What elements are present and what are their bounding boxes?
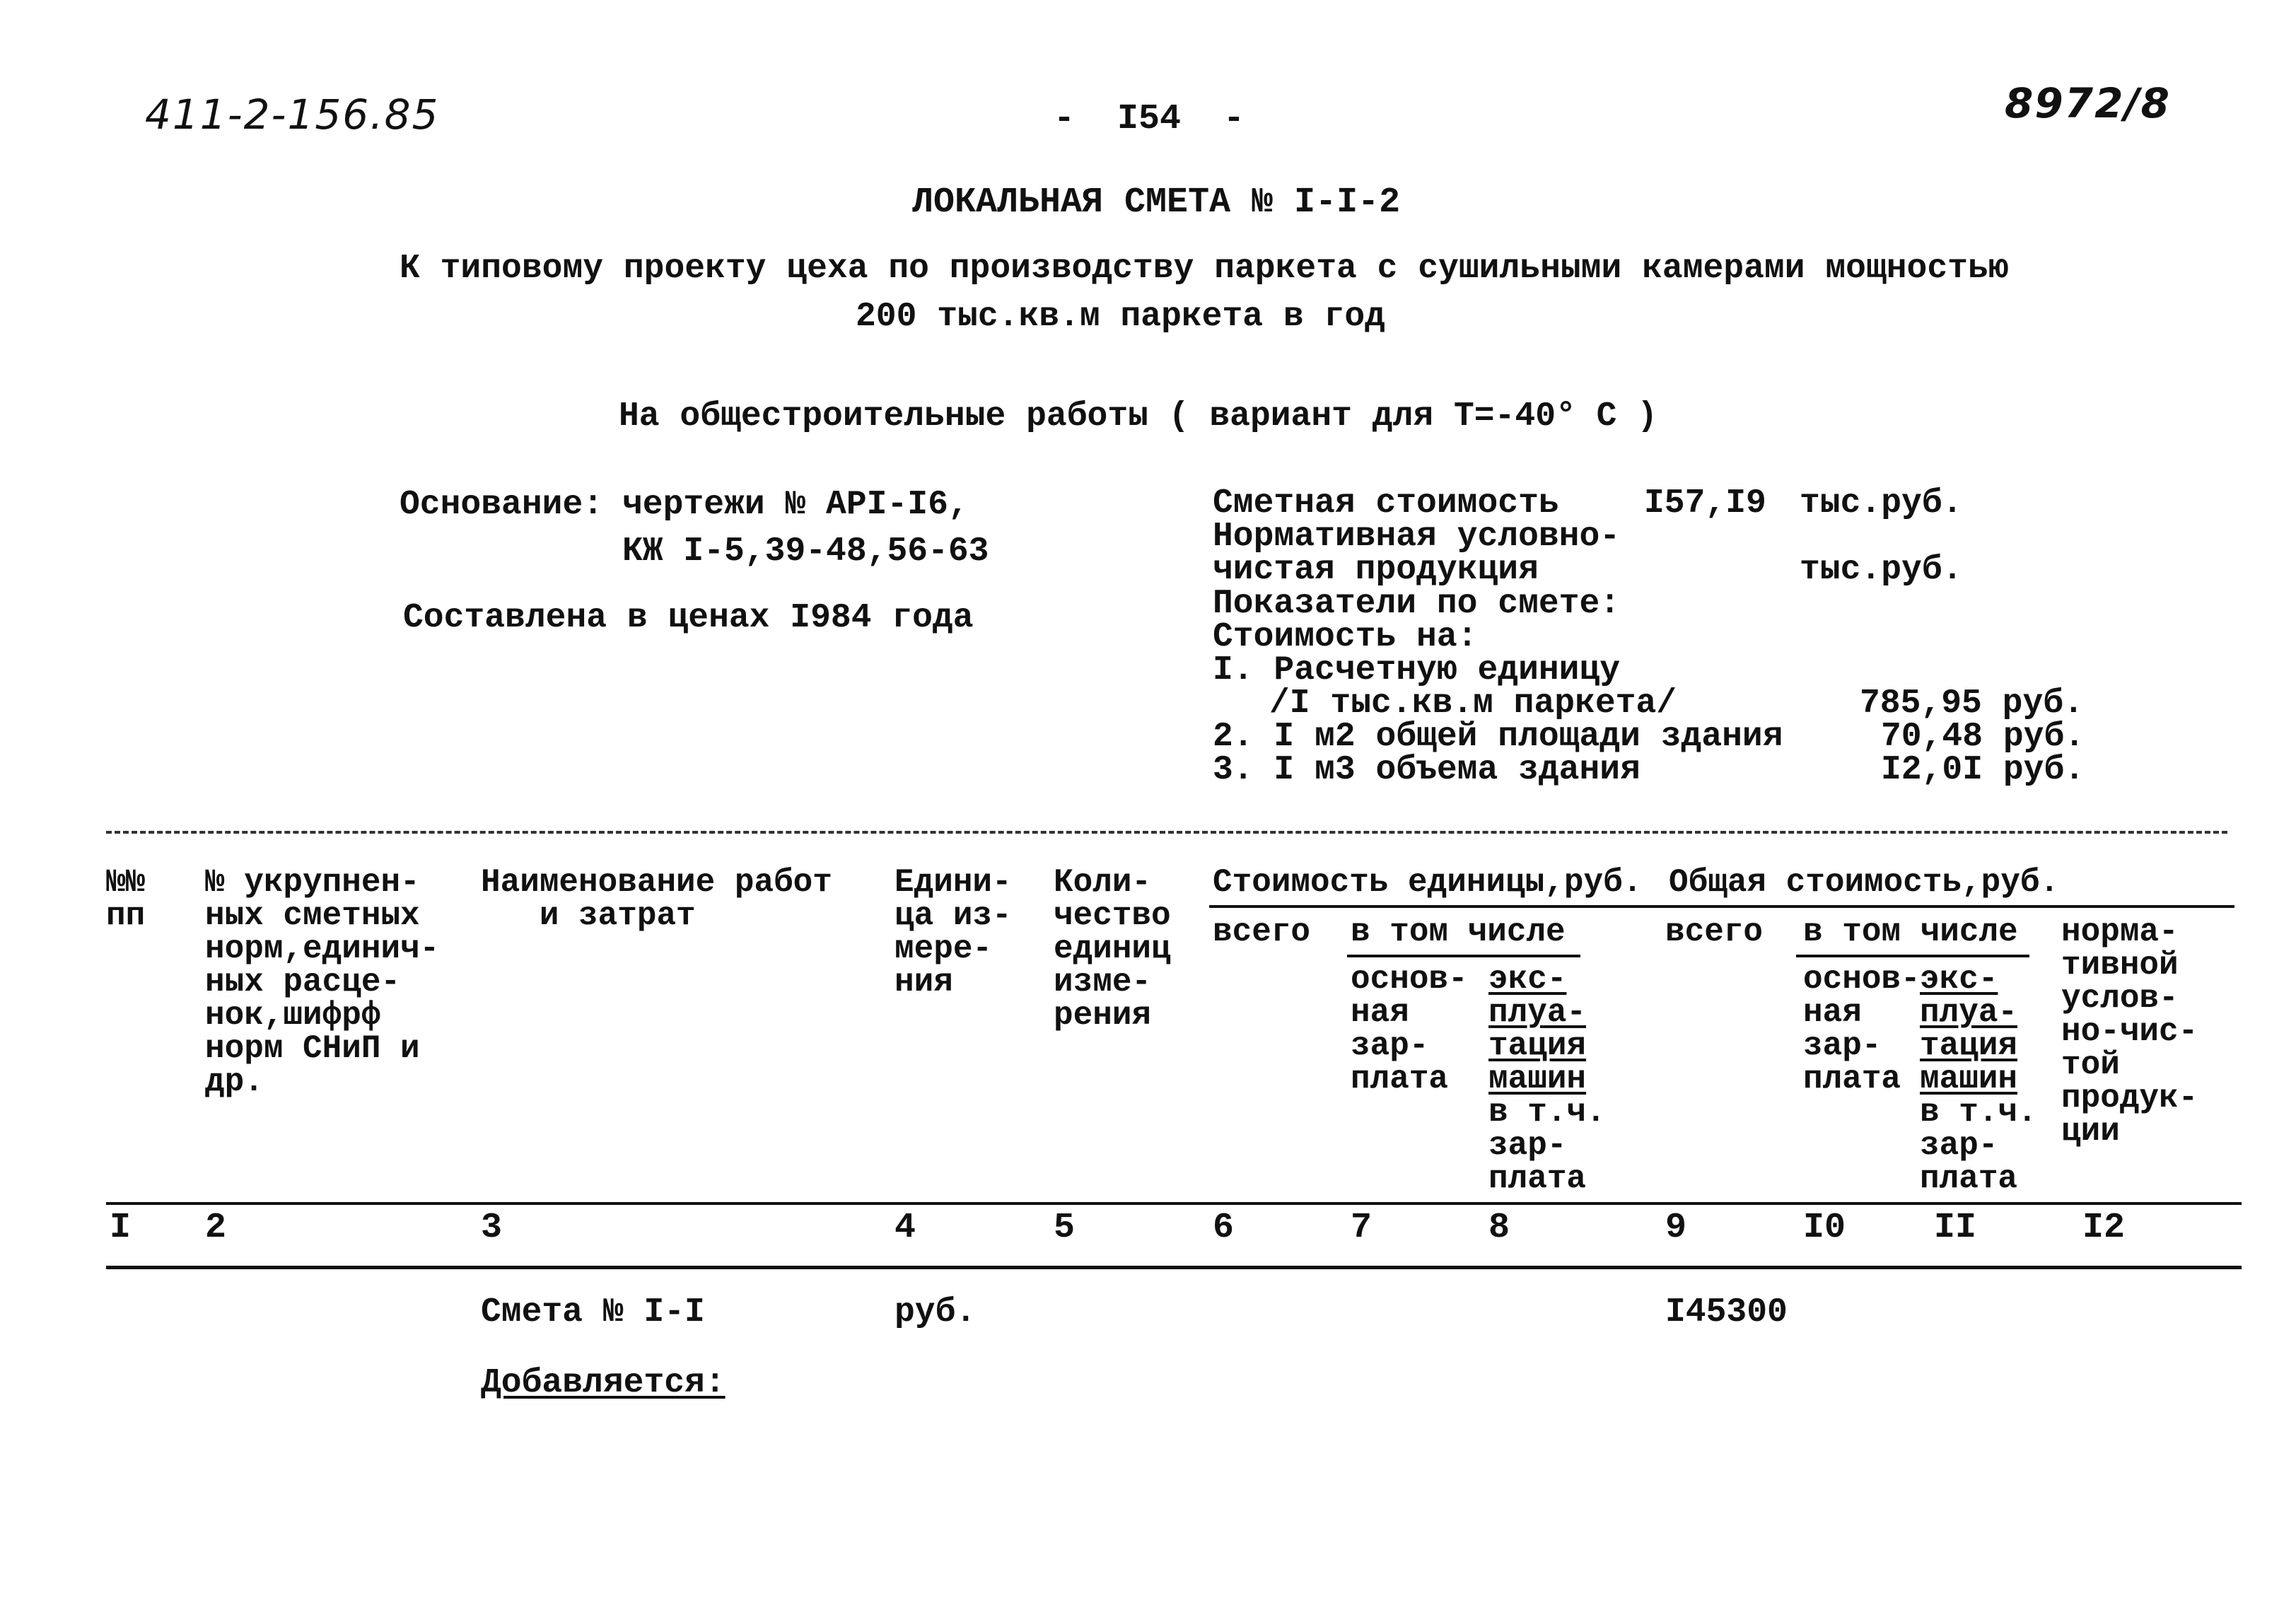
column-number: 9 (1665, 1208, 1687, 1248)
header-unit-cost-including-rule (1347, 955, 1580, 957)
subtitle-line-2: 200 тыс.кв.м паркета в год (856, 298, 1385, 336)
header-unit-cost-group: Стоимость единицы,руб. (1213, 864, 1643, 901)
row-estimate-name: Смета № I-I (481, 1293, 705, 1331)
indicator-1-value: 785,95 руб. (1860, 684, 2084, 723)
column-number: 4 (894, 1208, 916, 1248)
sheet-code: 8972/8 (2005, 79, 2171, 127)
header-normative-production: норма- тивной услов- но-чис- той продук- ции (2061, 914, 2198, 1150)
subtitle-line-1: К типовому проекту цеха по производству паркета с сушильными камерами мощностью (400, 250, 2009, 288)
document-title: ЛОКАЛЬНАЯ СМЕТА № I-I-2 (912, 182, 1401, 223)
normative-unit: тыс.руб. (1800, 551, 1963, 589)
header-work-name: Наименование работ и затрат (481, 864, 832, 934)
normative-label-1: Нормативная условно- (1213, 518, 1621, 556)
header-row-number: №№ пп (106, 864, 146, 934)
column-number: 3 (481, 1208, 503, 1248)
indicator-2-label: 2. I м2 общей площади здания (1213, 718, 1783, 756)
indicator-1-label: I. Расчетную единицу (1213, 651, 1621, 689)
column-number: I2 (2082, 1208, 2126, 1248)
indicator-2-value: 70,48 руб. (1881, 718, 2085, 756)
row-estimate-total: I45300 (1665, 1293, 1788, 1331)
estimated-cost-value: I57,I9 (1644, 484, 1766, 523)
column-number: 8 (1488, 1208, 1510, 1248)
estimated-cost-label: Сметная стоимость (1213, 484, 1559, 523)
normative-label-2: чистая продукция (1213, 551, 1539, 589)
price-basis: Составлена в ценах I984 года (403, 599, 974, 637)
header-total-cost-group: Общая стоимость,руб. (1669, 864, 2060, 901)
indicator-3-label: 3. I м3 объема здания (1213, 751, 1641, 789)
column-number: 6 (1213, 1208, 1235, 1248)
header-unit-cost-machines-salary: в т.ч. зар- плата (1488, 1094, 1606, 1197)
table-top-rule (106, 831, 2227, 834)
header-unit-cost-total: всего (1213, 914, 1311, 950)
cost-per-label: Стоимость на: (1213, 618, 1478, 656)
estimated-cost-unit: тыс.руб. (1800, 484, 1963, 523)
basis-drawings-line-2: КЖ I-5,39-48,56-63 (622, 532, 989, 571)
header-unit: Едини- ца из- мере- ния (894, 864, 1012, 1001)
column-numbers-rule (106, 1266, 2242, 1269)
indicator-3-value: I2,0I руб. (1881, 751, 2085, 789)
header-total-cost-machines: экс- плуа- тация машин (1920, 961, 2018, 1097)
header-total-cost-including: в том числе (1803, 914, 2018, 950)
basis-drawings-line-1: чертежи № АРI-I6, (622, 486, 969, 524)
column-number: 7 (1351, 1208, 1373, 1248)
header-total-cost-machines-salary: в т.ч. зар- плата (1920, 1094, 2037, 1197)
column-number: 5 (1054, 1208, 1076, 1248)
page-number: - I54 - (1054, 99, 1245, 139)
header-total-cost-including-rule (1796, 955, 2029, 957)
column-number: II (1934, 1208, 1977, 1248)
basis-label: Основание: (400, 486, 604, 524)
header-unit-cost-machines: экс- плуа- тация машин (1488, 961, 1587, 1097)
document-code: 411-2-156.85 (145, 91, 440, 139)
header-total-cost-total: всего (1665, 914, 1764, 950)
column-number: 2 (205, 1208, 227, 1248)
column-number: I0 (1803, 1208, 1846, 1248)
header-unit-cost-base-salary: основ- ная зар- плата (1351, 961, 1468, 1097)
row-added-heading: Добавляется: (481, 1364, 725, 1402)
header-norm-code: № укрупнен- ных сметных норм,единич- ных расце- нок,шифрф норм СНиП и др. (205, 864, 440, 1100)
indicator-1-unit-label: /I тыс.кв.м паркета/ (1269, 684, 1677, 723)
row-estimate-unit: руб. (894, 1293, 977, 1331)
header-quantity: Коли- чество единиц изме- рения (1054, 864, 1171, 1034)
works-heading: На общестроительные работы ( вариант для Т=-40° С ) (619, 397, 1658, 436)
header-group-rule (1209, 905, 2234, 908)
column-number: I (110, 1208, 132, 1248)
header-bottom-rule (106, 1202, 2242, 1205)
header-unit-cost-including: в том числе (1351, 914, 1566, 950)
indicators-label: Показатели по смете: (1213, 585, 1621, 623)
header-total-cost-base-salary: основ- ная зар- плата (1803, 961, 1921, 1097)
